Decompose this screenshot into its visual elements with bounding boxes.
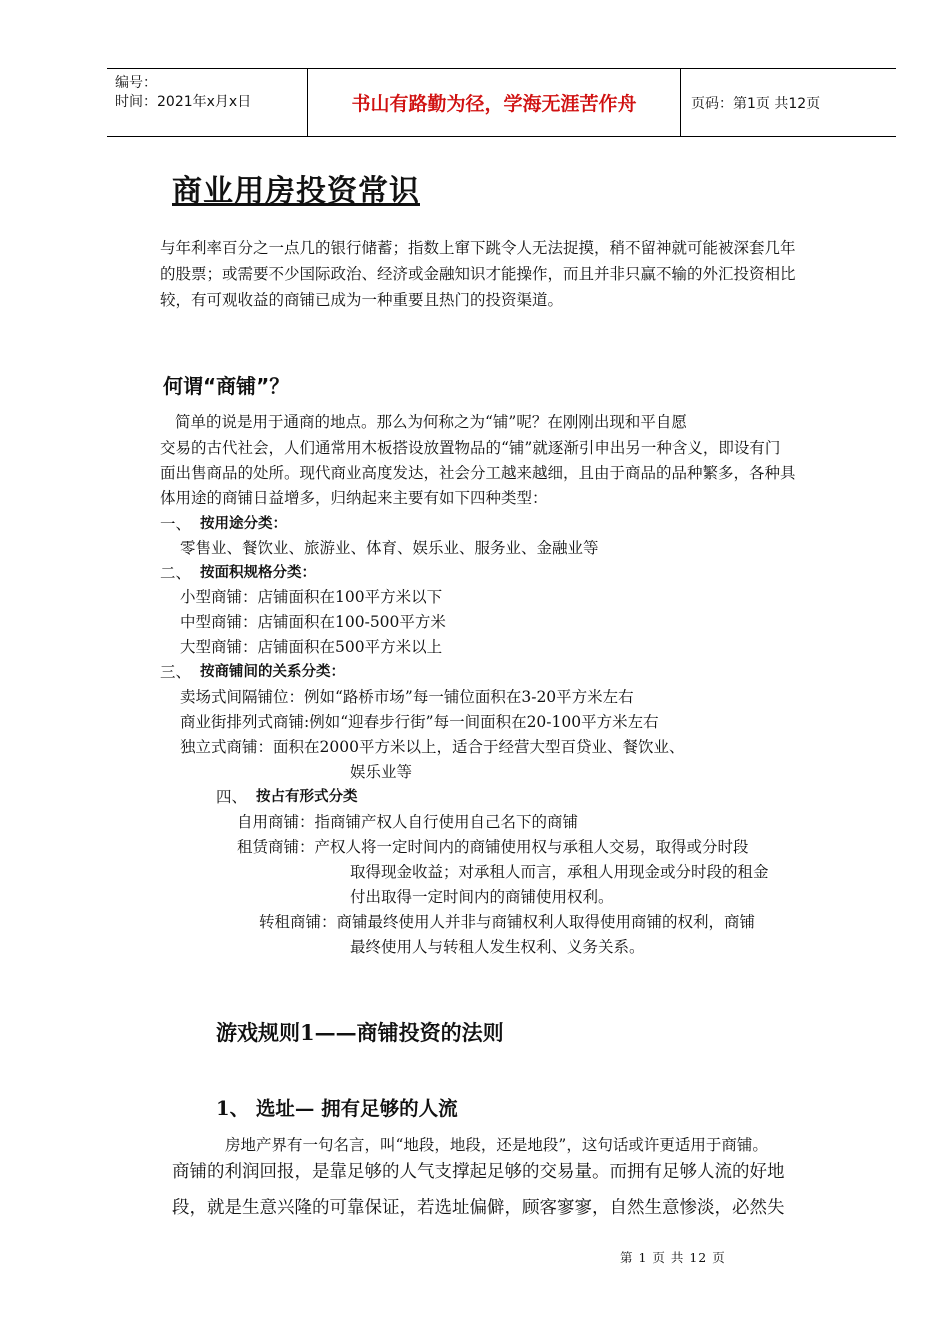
category-item: 商业街排列式商铺:例如“迎春步行街”每一间面积在20-100平方米左右	[180, 713, 659, 731]
category-number: 二、	[160, 564, 192, 582]
category-heading-usage: 按用途分类：	[200, 516, 287, 532]
category-item: 转租商铺：商铺最终使用人并非与商铺权利人取得使用商铺的权利，商铺	[259, 913, 756, 931]
intro-line-1: 与年利率百分之一点几的银行储蓄；指数上窜下跳令人无法捉摸，稍不留神就可能被深套几年	[160, 239, 796, 257]
section-heading-shop-definition: 何谓“商铺”？	[163, 374, 290, 398]
section1-line-2: 交易的古代社会，人们通常用木板搭设放置物品的“铺”就逐渐引申出另一种含义，即设有门	[160, 439, 781, 457]
page-label: 页码：第1页 共12页	[691, 96, 821, 112]
category-item-continued: 付出取得一定时间内的商铺使用权利。	[350, 888, 614, 906]
intro-line-3: 较，有可观收益的商铺已成为一种重要且热门的投资渠道。	[160, 291, 564, 309]
serial-label: 编号：	[115, 75, 157, 91]
subsection-line-1: 房地产界有一句名言，叫“地段，地段，还是地段”，这句话或许更适用于商铺。	[225, 1136, 768, 1154]
category-item-continued: 娱乐业等	[350, 763, 413, 781]
date-label: 时间：2021年x月x日	[115, 94, 252, 110]
category-item-continued: 最终使用人与转租人发生权利、义务关系。	[350, 938, 645, 956]
category-number: 三、	[160, 663, 192, 681]
category-number: 一、	[160, 515, 192, 533]
subsection-line-3: 段，就是生意兴隆的可靠保证，若选址偏僻，顾客寥寥，自然生意惨淡，必然失	[172, 1198, 785, 1218]
category-heading-relation: 按商铺间的关系分类：	[200, 664, 345, 680]
section1-line-3: 面出售商品的处所。现代商业高度发达，社会分工越来越细，且由于商品的品种繁多，各种具	[160, 464, 796, 482]
intro-line-2: 的股票；或需要不少国际政治、经济或金融知识才能操作，而且并非只赢不输的外汇投资相比	[160, 265, 796, 283]
category-item: 零售业、餐饮业、旅游业、体育、娱乐业、服务业、金融业等	[180, 539, 599, 557]
category-heading-area: 按面积规格分类：	[200, 565, 316, 581]
header-meta-cell	[107, 69, 308, 136]
category-number: 四、	[216, 788, 248, 806]
subsection-heading-location: 1、 选址— 拥有足够的人流	[216, 1097, 458, 1120]
category-item: 小型商铺：店铺面积在100平方米以下	[180, 588, 443, 606]
category-item: 租赁商铺：产权人将一定时间内的商铺使用权与承租人交易，取得或分时段	[237, 838, 749, 856]
category-heading-ownership: 按占有形式分类	[256, 789, 358, 805]
motto: 书山有路勤为径，学海无涯苦作舟	[308, 69, 681, 136]
section1-line-1: 简单的说是用于通商的地点。那么为何称之为“铺”呢？在刚刚出现和平自愿	[175, 413, 687, 431]
page-footer: 第 1 页 共 12 页	[620, 1250, 726, 1265]
section-heading-rules: 游戏规则1——商铺投资的法则	[216, 1020, 504, 1045]
category-item: 卖场式间隔铺位：例如“路桥市场”每一铺位面积在3-20平方米左右	[180, 688, 634, 706]
document-title: 商业用房投资常识	[172, 174, 420, 209]
header-table	[107, 68, 896, 137]
category-item-continued: 取得现金收益；对承租人而言，承租人用现金或分时段的租金	[350, 863, 769, 881]
category-item: 中型商铺：店铺面积在100-500平方米	[180, 613, 446, 631]
category-item: 自用商铺：指商铺产权人自行使用自己名下的商铺	[237, 813, 579, 831]
category-item: 独立式商铺：面积在2000平方米以上，适合于经营大型百贷业、餐饮业、	[180, 738, 685, 756]
subsection-line-2: 商铺的利润回报，是靠足够的人气支撑起足够的交易量。而拥有足够人流的好地	[172, 1162, 785, 1182]
category-item: 大型商铺：店铺面积在500平方米以上	[180, 638, 443, 656]
section1-line-4: 体用途的商铺日益增多，归纳起来主要有如下四种类型：	[160, 489, 548, 507]
